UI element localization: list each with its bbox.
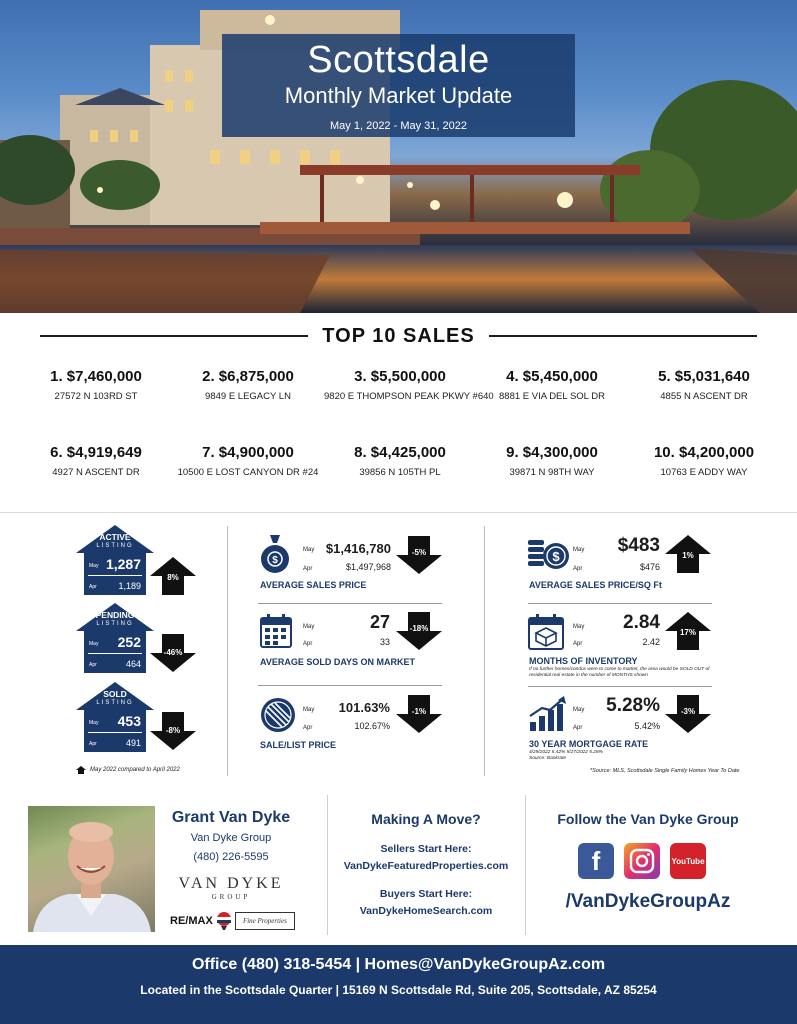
change-label: -46% (163, 648, 183, 657)
house-small-icon (76, 766, 86, 774)
change-label: -3% (680, 707, 696, 716)
active-listing-house (76, 525, 154, 595)
change-label: 1% (682, 551, 694, 560)
may-label: May (573, 547, 585, 553)
may-label: May (89, 563, 99, 569)
sale-price: 9. $4,300,000 (506, 444, 598, 461)
apr-label: Apr (89, 584, 97, 590)
top-sales-header (40, 322, 757, 350)
months-inv-note: If no further homes/condos were to come to market, the area would be SOLD OUT of residential real estate in the number of MONTHS shown (529, 667, 710, 678)
sale-address: 4927 N ASCENT DR (52, 467, 140, 478)
sale-price: 7. $4,900,000 (202, 444, 294, 461)
house-roof (76, 603, 154, 631)
apr-label: Apr (303, 566, 313, 572)
sale-price: 1. $7,460,000 (50, 368, 142, 385)
may-label: May (303, 624, 315, 630)
balloon-icon (217, 912, 231, 930)
sale-item-10 (628, 444, 780, 478)
column-divider (227, 526, 228, 776)
apr-label: Apr (89, 662, 97, 668)
sale-address: 4855 N ASCENT DR (660, 391, 748, 402)
agent-photo (28, 806, 155, 932)
apr-value: 464 (125, 659, 141, 669)
avg-days-title: AVERAGE SOLD DAYS ON MARKET (260, 657, 416, 667)
listing-subtitle: LISTING (96, 621, 134, 627)
social-handle[interactable]: /VanDykeGroupAz (565, 891, 731, 912)
svg-text:$: $ (552, 549, 560, 564)
sale-address: 8881 E VIA DEL SOL DR (499, 391, 605, 402)
sale-address: 10500 E LOST CANYON DR #24 (177, 467, 319, 478)
change-label: -18% (409, 624, 429, 633)
price-sqft-may-value: $483 (617, 535, 660, 556)
sold-listing-house (76, 682, 154, 752)
mortgage-down-arrow-icon (665, 695, 711, 733)
hero-city-title: Scottsdale (307, 39, 490, 81)
change-label: -8% (165, 726, 181, 735)
house-body (84, 553, 146, 595)
sale-item-1 (20, 368, 172, 402)
comparison-note: May 2022 compared to April 2022 (76, 766, 180, 774)
section-divider (0, 512, 797, 513)
sale-list-may-value: 101.63% (338, 700, 390, 715)
sale-item-8 (324, 444, 476, 478)
sale-address: 9849 E LEGACY LN (205, 391, 291, 402)
avg-price-may-value: $1,416,780 (325, 541, 391, 556)
sale-item-6 (20, 444, 172, 478)
buyers-label: Buyers Start Here: (379, 888, 473, 900)
months-inv-apr-value: 2.42 (642, 637, 660, 647)
months-inv-up-arrow-icon (665, 612, 711, 650)
change-label: 8% (167, 573, 179, 582)
header-rule-right (489, 335, 757, 337)
sale-address: 39856 N 105TH PL (359, 467, 441, 478)
hero-date-range: May 1, 2022 - May 31, 2022 (330, 120, 467, 132)
buyers-url-link[interactable]: VanDykeHomeSearch.com (359, 905, 493, 917)
listing-title: SOLD (103, 689, 127, 699)
sale-item-4 (476, 368, 628, 402)
house-roof (76, 525, 154, 553)
avg-price-apr-value: $1,497,968 (345, 562, 391, 572)
hero-title-box (222, 34, 575, 137)
sale-price: 10. $4,200,000 (653, 444, 755, 461)
may-label: May (89, 641, 99, 647)
mortgage-apr-value: 5.42% (634, 721, 660, 731)
house-roof (76, 682, 154, 710)
money-bag-icon (260, 533, 290, 573)
listing-subtitle: LISTING (96, 543, 134, 549)
hero-subtitle: Monthly Market Update (284, 83, 513, 108)
sale-address: 39871 N 98TH WAY (509, 467, 595, 478)
top-sales-title: TOP 10 SALES (322, 324, 475, 347)
listing-title: PENDING (95, 610, 135, 620)
price-sqft-apr-value: $476 (639, 562, 660, 572)
listing-title: ACTIVE (99, 532, 131, 542)
sale-item-9 (476, 444, 628, 478)
avg-price-title: AVERAGE SALES PRICE (260, 580, 367, 590)
apr-label: Apr (573, 641, 583, 647)
active-change-up-arrow-icon (150, 557, 196, 595)
facebook-icon[interactable]: f (578, 843, 614, 879)
youtube-icon[interactable]: YouTube (670, 843, 706, 879)
sellers-label: Sellers Start Here: (380, 843, 472, 855)
sale-address: 10763 E ADDY WAY (660, 467, 748, 478)
sellers-url-link[interactable]: VanDykeFeaturedProperties.com (343, 860, 509, 872)
apr-label: Apr (573, 725, 583, 731)
mortgage-note-source: Source: Bankrate (529, 756, 567, 761)
apr-label: Apr (573, 566, 583, 572)
price-sqft-up-arrow-icon (665, 535, 711, 573)
sale-list-apr-value: 102.67% (354, 721, 390, 731)
remax-logo: RE/MAX Fine Properties (170, 910, 295, 932)
mortgage-may-value: 5.28% (606, 695, 660, 716)
change-label: -1% (411, 707, 427, 716)
agent-portrait-image (28, 806, 155, 932)
agent-name: Grant Van Dyke (171, 809, 291, 826)
striped-circle-icon (260, 697, 296, 733)
calendar-icon (260, 614, 292, 648)
may-label: May (573, 707, 585, 713)
may-value: 1,287 (105, 556, 141, 572)
agent-phone-link[interactable]: (480) 226-5595 (193, 851, 269, 863)
apr-value: 491 (125, 738, 141, 748)
footer-address: Located in the Scottsdale Quarter | 15169 N Scottsdale Rd, Suite 205, Scottsdale, AZ 85254 (140, 983, 657, 997)
sold-change-down-arrow-icon (150, 712, 196, 750)
making-a-move-title: Making A Move? (371, 811, 481, 827)
agent-group: Van Dyke Group (190, 832, 272, 844)
source-note: *Source: MLS, Scottsdale Single Family Homes Year To Date (590, 768, 740, 774)
mortgage-title: 30 YEAR MORTGAGE RATE (529, 739, 649, 749)
sale-address: 9820 E THOMPSON PEAK PKWY #640 (324, 391, 494, 402)
house-body (84, 710, 146, 752)
price-sqft-title: AVERAGE SALES PRICE/SQ Ft (529, 580, 662, 590)
hero-banner (0, 0, 797, 313)
may-value: 252 (117, 634, 141, 650)
coins-icon (528, 536, 570, 572)
sale-price: 2. $6,875,000 (202, 368, 294, 385)
avg-price-down-arrow-icon (396, 536, 442, 574)
apr-label: Apr (89, 741, 97, 747)
sale-list-down-arrow-icon (396, 695, 442, 733)
sale-price: 3. $5,500,000 (354, 368, 446, 385)
follow-title: Follow the Van Dyke Group (557, 811, 739, 827)
footer-contact: Office (480) 318-5454 | Homes@VanDykeGroupAz.com (191, 956, 606, 973)
may-value: 453 (117, 713, 141, 729)
apr-label: Apr (303, 641, 313, 647)
svg-text:$: $ (272, 555, 278, 566)
van-dyke-group-logo: VAN DYKE GROUP (178, 875, 284, 901)
may-label: May (303, 547, 315, 553)
may-label: May (573, 624, 585, 630)
pending-change-down-arrow-icon (150, 634, 196, 672)
pending-listing-house (76, 603, 154, 673)
house-body (84, 631, 146, 673)
avg-days-may-value: 27 (369, 612, 390, 632)
sale-item-3 (324, 368, 494, 402)
sale-price: 4. $5,450,000 (506, 368, 598, 385)
sale-price: 5. $5,031,640 (658, 368, 750, 385)
header-rule-left (40, 335, 308, 337)
sale-address: 27572 N 103RD ST (54, 391, 138, 402)
may-label: May (89, 720, 99, 726)
avg-days-down-arrow-icon (396, 612, 442, 650)
mortgage-note-dates: 4/29/2022 5.42% 5/27/2022 5.28% (529, 750, 603, 755)
footer-bar (0, 945, 797, 1024)
change-label: -5% (411, 548, 427, 557)
avg-days-apr-value: 33 (379, 637, 390, 647)
instagram-icon[interactable] (624, 843, 660, 879)
apr-value: 1,189 (118, 581, 141, 591)
bar-chart-icon (528, 696, 568, 732)
column-divider (484, 526, 485, 776)
sale-item-7 (172, 444, 324, 478)
sale-item-2 (172, 368, 324, 402)
inventory-calendar-icon (528, 614, 564, 650)
may-label: May (303, 707, 315, 713)
months-inv-title: MONTHS OF INVENTORY (529, 656, 638, 666)
top-sales-grid (20, 368, 780, 478)
sale-list-title: SALE/LIST PRICE (260, 740, 337, 750)
change-label: 17% (679, 628, 696, 637)
sale-price: 8. $4,425,000 (354, 444, 446, 461)
apr-label: Apr (303, 725, 313, 731)
listing-subtitle: LISTING (96, 700, 134, 706)
sale-price: 6. $4,919,649 (50, 444, 142, 461)
months-inv-may-value: 2.84 (623, 612, 660, 633)
sale-item-5 (628, 368, 780, 402)
